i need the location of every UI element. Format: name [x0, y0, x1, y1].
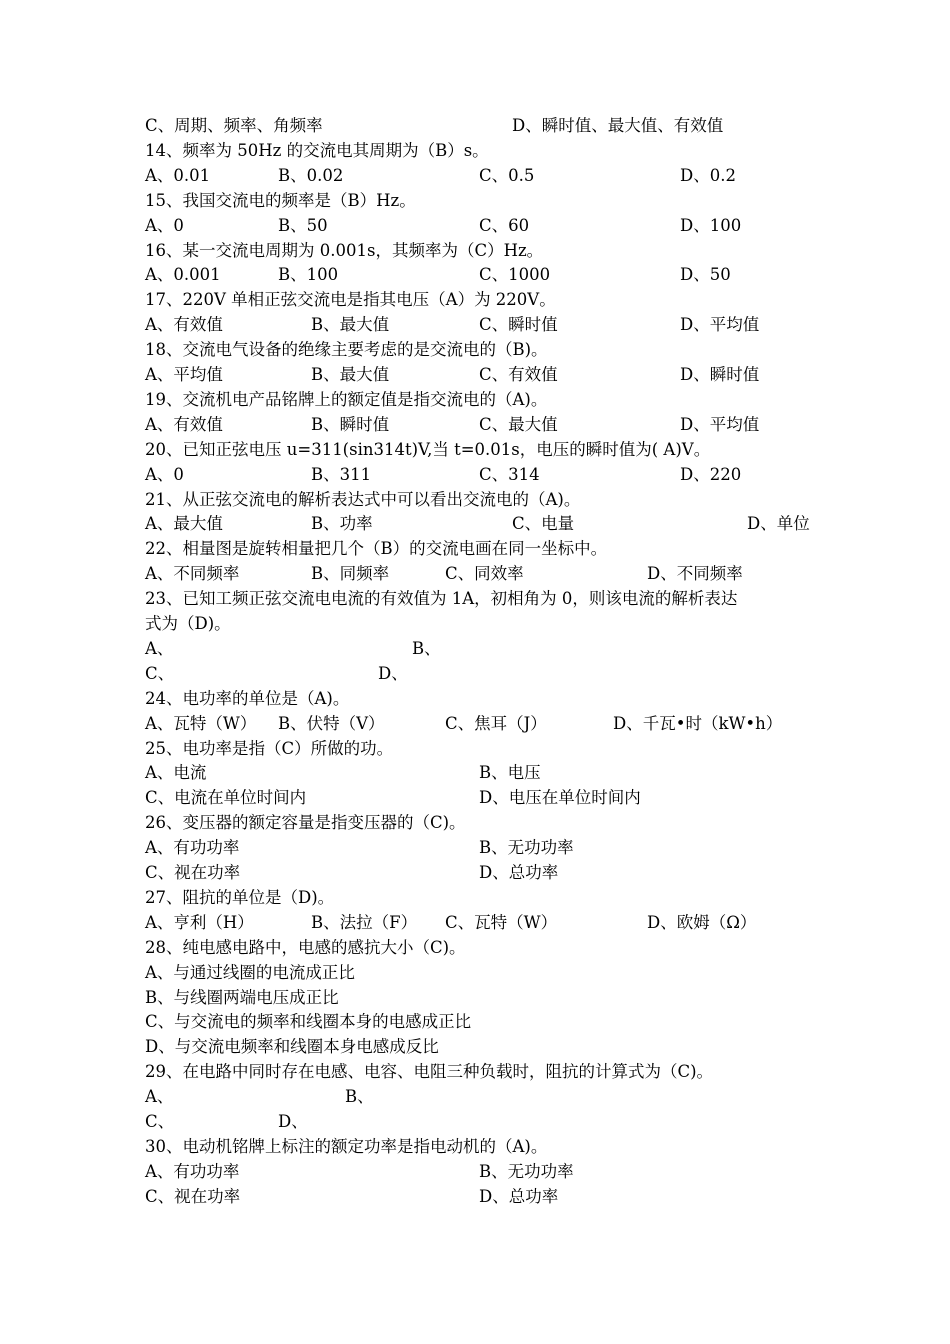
answer-option: B、法拉（F） [311, 912, 418, 932]
answer-option: B、无功功率 [479, 838, 574, 858]
question-line [0, 188, 950, 213]
option-row [0, 636, 950, 661]
question-line [0, 487, 950, 512]
answer-option: A、平均值 [145, 365, 223, 384]
answer-option: B、功率 [311, 514, 373, 534]
answer-option: C、60 [479, 215, 530, 235]
answer-option: A、最大值 [145, 514, 223, 534]
answer-option: A、电流 [145, 763, 207, 783]
option-row [0, 1084, 950, 1109]
question-line [0, 810, 950, 835]
answer-option: C、周期、频率、角频率 [145, 116, 323, 135]
question-text: D、与交流电频率和线圈本身电感成反比 [145, 1037, 439, 1057]
question-text: 16、某一交流电周期为 0.001s，其频率为（C）Hz。 [145, 240, 544, 260]
answer-option: A、 [145, 1087, 174, 1107]
question-text: 26、变压器的额定容量是指变压器的（C)。 [145, 813, 466, 833]
question-text: C、与交流电的频率和线圈本身的电感成正比 [145, 1012, 472, 1032]
answer-option: A、有效值 [145, 414, 223, 434]
answer-option: B、最大值 [311, 365, 390, 384]
question-text: 28、纯电感电路中，电感的感抗大小（C)。 [145, 937, 466, 957]
option-row [0, 910, 950, 935]
option-row [0, 661, 950, 686]
question-text: 23、已知工频正弦交流电电流的有效值为 1A，初相角为 0，则该电流的解析表达 [145, 589, 738, 609]
answer-option: C、电流在单位时间内 [145, 788, 307, 808]
answer-option: C、 [145, 1112, 175, 1131]
answer-option: C、焦耳（J） [445, 713, 547, 733]
answer-option: A、瓦特（W） [145, 713, 257, 733]
answer-option: D、不同频率 [647, 564, 743, 584]
option-row [0, 213, 950, 238]
option-row [0, 262, 950, 287]
answer-option: D、瞬时值 [680, 365, 760, 384]
question-line [0, 611, 950, 636]
option-row [0, 1109, 950, 1134]
question-line [0, 586, 950, 611]
question-line [0, 985, 950, 1010]
answer-option: C、视在功率 [145, 1186, 241, 1206]
answer-option: D、220 [680, 464, 742, 484]
option-row [0, 462, 950, 487]
option-row [0, 711, 950, 736]
answer-option: B、 [345, 1087, 374, 1107]
answer-option: D、总功率 [479, 863, 559, 882]
answer-option: B、311 [311, 464, 372, 484]
option-row [0, 1159, 950, 1184]
question-line [0, 736, 950, 761]
question-text: 14、频率为 50Hz 的交流电其周期为（B）s。 [145, 140, 489, 160]
question-text: 27、阻抗的单位是（D)。 [145, 887, 335, 907]
question-line [0, 1059, 950, 1084]
answer-option: A、 [145, 638, 174, 658]
answer-option: A、0.01 [145, 165, 211, 185]
answer-option: C、 [145, 663, 175, 683]
question-line [0, 686, 950, 711]
answer-option: D、欧姆（Ω） [647, 912, 757, 932]
answer-option: C、视在功率 [145, 863, 241, 882]
option-row [0, 1184, 950, 1209]
question-text: 24、电功率的单位是（A)。 [145, 688, 350, 708]
question-line [0, 337, 950, 362]
answer-option: B、100 [278, 265, 339, 285]
question-line [0, 1034, 950, 1059]
answer-option: D、单位 [747, 514, 810, 534]
option-row [0, 760, 950, 785]
answer-option: C、瓦特（W） [445, 912, 558, 932]
question-line [0, 287, 950, 312]
option-row [0, 561, 950, 586]
option-row [0, 785, 950, 810]
question-line [0, 1134, 950, 1159]
question-text: 20、已知正弦电压 u=311(sin314t)V,当 t=0.01s，电压的瞬时值为( A)V。 [145, 439, 711, 459]
answer-option: D、电压在单位时间内 [479, 788, 641, 808]
answer-option: D、 [278, 1112, 308, 1131]
question-text: 式为（D)。 [145, 614, 231, 633]
answer-option: C、0.5 [479, 165, 535, 185]
answer-option: A、0 [145, 215, 184, 235]
question-line [0, 885, 950, 910]
question-text: 18、交流电气设备的绝缘主要考虑的是交流电的（B)。 [145, 340, 548, 360]
answer-option: C、有效值 [479, 365, 558, 384]
question-line [0, 138, 950, 163]
option-row [0, 163, 950, 188]
answer-option: B、电压 [479, 763, 541, 783]
option-row [0, 312, 950, 337]
answer-option: B、伏特（V） [278, 713, 385, 733]
option-row [0, 113, 950, 138]
question-text: 17、220V 单相正弦交流电是指其电压（A）为 220V。 [145, 290, 556, 310]
answer-option: A、不同频率 [145, 564, 240, 584]
answer-option: A、亨利（H） [145, 912, 254, 932]
answer-option: B、0.02 [278, 165, 344, 185]
option-row [0, 362, 950, 387]
answer-option: D、千瓦•时（kW•h） [613, 713, 783, 733]
question-text: A、与通过线圈的电流成正比 [145, 962, 355, 982]
option-row [0, 412, 950, 437]
answer-option: A、有效值 [145, 315, 223, 335]
option-row [0, 511, 950, 536]
question-line [0, 935, 950, 960]
question-text: B、与线圈两端电压成正比 [145, 987, 339, 1007]
question-text: 30、电动机铭牌上标注的额定功率是指电动机的（A)。 [145, 1136, 548, 1156]
answer-option: B、最大值 [311, 315, 390, 335]
answer-option: B、无功功率 [479, 1161, 574, 1181]
option-row [0, 860, 950, 885]
question-line [0, 437, 950, 462]
question-line [0, 960, 950, 985]
answer-option: C、电量 [512, 514, 575, 534]
question-text: 22、相量图是旋转相量把几个（B）的交流电画在同一坐标中。 [145, 539, 608, 559]
answer-option: D、 [378, 663, 408, 683]
answer-option: B、瞬时值 [311, 414, 390, 434]
question-line [0, 238, 950, 263]
question-text: 25、电功率是指（C）所做的功。 [145, 738, 394, 758]
question-line [0, 387, 950, 412]
answer-option: C、同效率 [445, 564, 524, 584]
question-text: 19、交流机电产品铭牌上的额定值是指交流电的（A)。 [145, 389, 548, 409]
answer-option: A、0.001 [145, 265, 221, 285]
answer-option: B、 [412, 638, 441, 658]
answer-option: C、瞬时值 [479, 315, 558, 335]
answer-option: D、瞬时值、最大值、有效值 [512, 116, 724, 135]
answer-option: D、100 [680, 215, 742, 235]
answer-option: A、有功功率 [145, 838, 240, 858]
question-line [0, 1009, 950, 1034]
answer-option: C、1000 [479, 265, 551, 285]
answer-option: D、总功率 [479, 1186, 559, 1206]
question-text: 21、从正弦交流电的解析表达式中可以看出交流电的（A)。 [145, 489, 581, 509]
question-line [0, 536, 950, 561]
answer-option: B、同频率 [311, 564, 390, 584]
option-row [0, 835, 950, 860]
answer-option: C、314 [479, 464, 540, 484]
answer-option: B、50 [278, 215, 328, 235]
question-text: 29、在电路中同时存在电感、电容、电阻三种负载时，阻抗的计算式为（C)。 [145, 1062, 714, 1082]
question-text: 15、我国交流电的频率是（B）Hz。 [145, 190, 416, 210]
answer-option: D、平均值 [680, 414, 760, 434]
answer-option: C、最大值 [479, 414, 558, 434]
answer-option: D、0.2 [680, 165, 736, 185]
answer-option: A、0 [145, 464, 184, 484]
answer-option: D、50 [680, 265, 731, 285]
answer-option: D、平均值 [680, 315, 760, 335]
answer-option: A、有功功率 [145, 1161, 240, 1181]
